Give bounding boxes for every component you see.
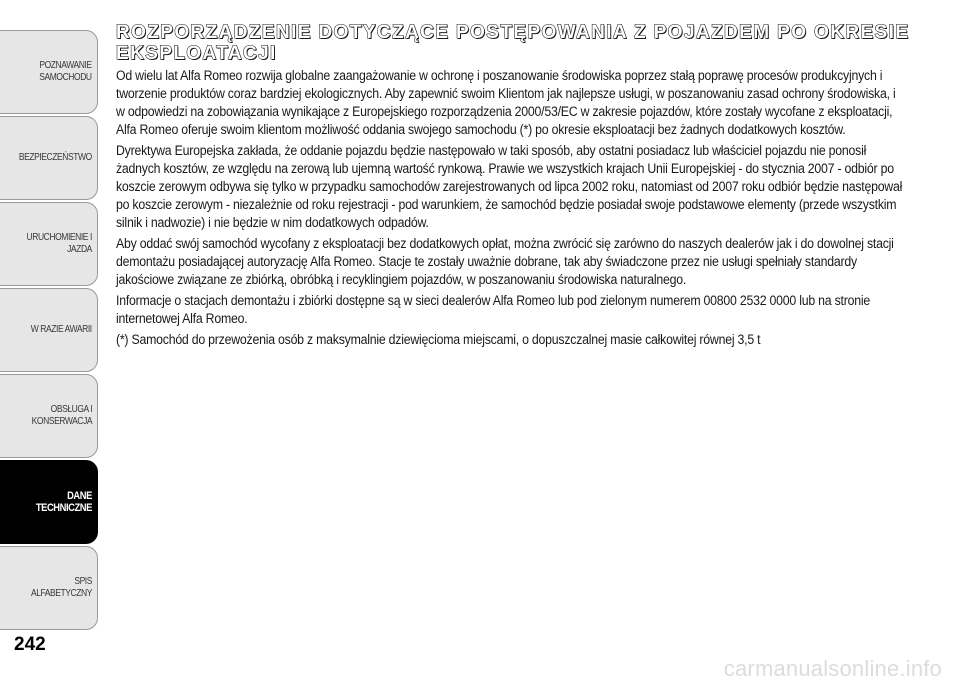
tab-w-razie-awarii[interactable] <box>0 288 98 372</box>
tab-label: SPIS ALFABETYCZNY <box>30 576 92 599</box>
paragraph-information: Informacje o stacjach demontażu i zbiórki dostępne są w sieci dealerów Alfa Romeo lub pod zielonym numerem 00800 2532 0000 lub na stronie internetowej Alfa Romeo. <box>116 293 870 326</box>
tab-obsluga-i-konserwacja[interactable] <box>0 374 98 458</box>
watermark: carmanualsonline.info <box>723 656 942 681</box>
tab-poznawanie-samochodu[interactable] <box>0 30 98 114</box>
tab-dane-techniczne[interactable] <box>0 460 98 544</box>
paragraph-intro: Od wielu lat Alfa Romeo rozwija globalne zaangażowanie w ochronę i poszanowanie środowiska poprzez stałą poprawę procesów produkcyjnych i tworzenie produktów coraz bardziej ekologicznych. Aby zapewnić swoim Klientom jak najlepsze usługi, w poszanowaniu zasad ochrony środowiska, i w odpowiedzi na zobowiązania wynikające z Europejskiego rozporządzenia 2000/53/EC w zakresie pojazdów, które zostały wycofane z eksploatacji, Alfa Romeo oferuje swoim klientom możliwość oddania swojego samochodu (*) po okresie eksploatacji bez żadnych dodatkowych kosztów. <box>116 68 896 137</box>
tab-uruchomienie-i-jazda[interactable] <box>0 202 98 286</box>
tab-label: OBSŁUGA I KONSERWACJA <box>31 404 92 427</box>
section-title: ROZPORZĄDZENIE DOTYCZĄCE POSTĘPOWANIA Z POJAZDEM PO OKRESIE EKSPLOATACJI <box>116 22 910 64</box>
document-content <box>116 22 916 352</box>
tab-label: BEZPIECZEŃSTWO <box>19 152 92 163</box>
tab-label: W RAZIE AWARII <box>31 324 92 335</box>
paragraph-footnote: (*) Samochód do przewożenia osób z maksymalnie dziewięcioma miejscami, o dopuszczalnej masie całkowitej równej 3,5 t <box>116 332 761 347</box>
tab-spis-alfabetyczny[interactable] <box>0 546 98 630</box>
tab-label: DANE TECHNICZNE <box>35 490 92 514</box>
paragraph-return-process: Aby oddać swój samochód wycofany z eksploatacji bez dodatkowych opłat, można zwrócić się zarówno do naszych dealerów jak i do dowolnej stacji demontażu posiadającej autoryzację Alfa Romeo. Stacje te zostały uważnie dobrane, tak aby świadczone przez nie usługi spełniały standardy jakościowe związane ze zbiórką, obróbką i recyklingiem pojazdów, w poszanowaniu środowiska naturalnego. <box>116 236 894 287</box>
paragraph-directive: Dyrektywa Europejska zakłada, że oddanie pojazdu będzie następowało w taki sposób, aby ostatni posiadacz lub właściciel pojazdu nie ponosił żadnych kosztów, ze względu na zerową lub ujemną wartość rynkową. Prawie we wszystkich krajach Unii Europejskiej - do stycznia 2007 - odbiór po koszcie zerowym odbywa się tylko w przypadku samochodów zarejestrowanych od lipca 2002 roku, natomiast od 2007 roku odbiór będzie następował po koszcie zerowym - niezależnie od roku rejestracji - pod warunkiem, że samochód będzie posiadał swoje podstawowe elementy (przede wszystkim silnik i nadwozie) i nie będzie w nim dodatkowych odpadów. <box>116 143 903 230</box>
page-number: 242 <box>14 634 46 655</box>
tab-bezpieczenstwo[interactable] <box>0 116 98 200</box>
tab-label: POZNAWANIE SAMOCHODU <box>39 60 92 83</box>
tab-label: URUCHOMIENIE I JAZDA <box>26 232 92 255</box>
